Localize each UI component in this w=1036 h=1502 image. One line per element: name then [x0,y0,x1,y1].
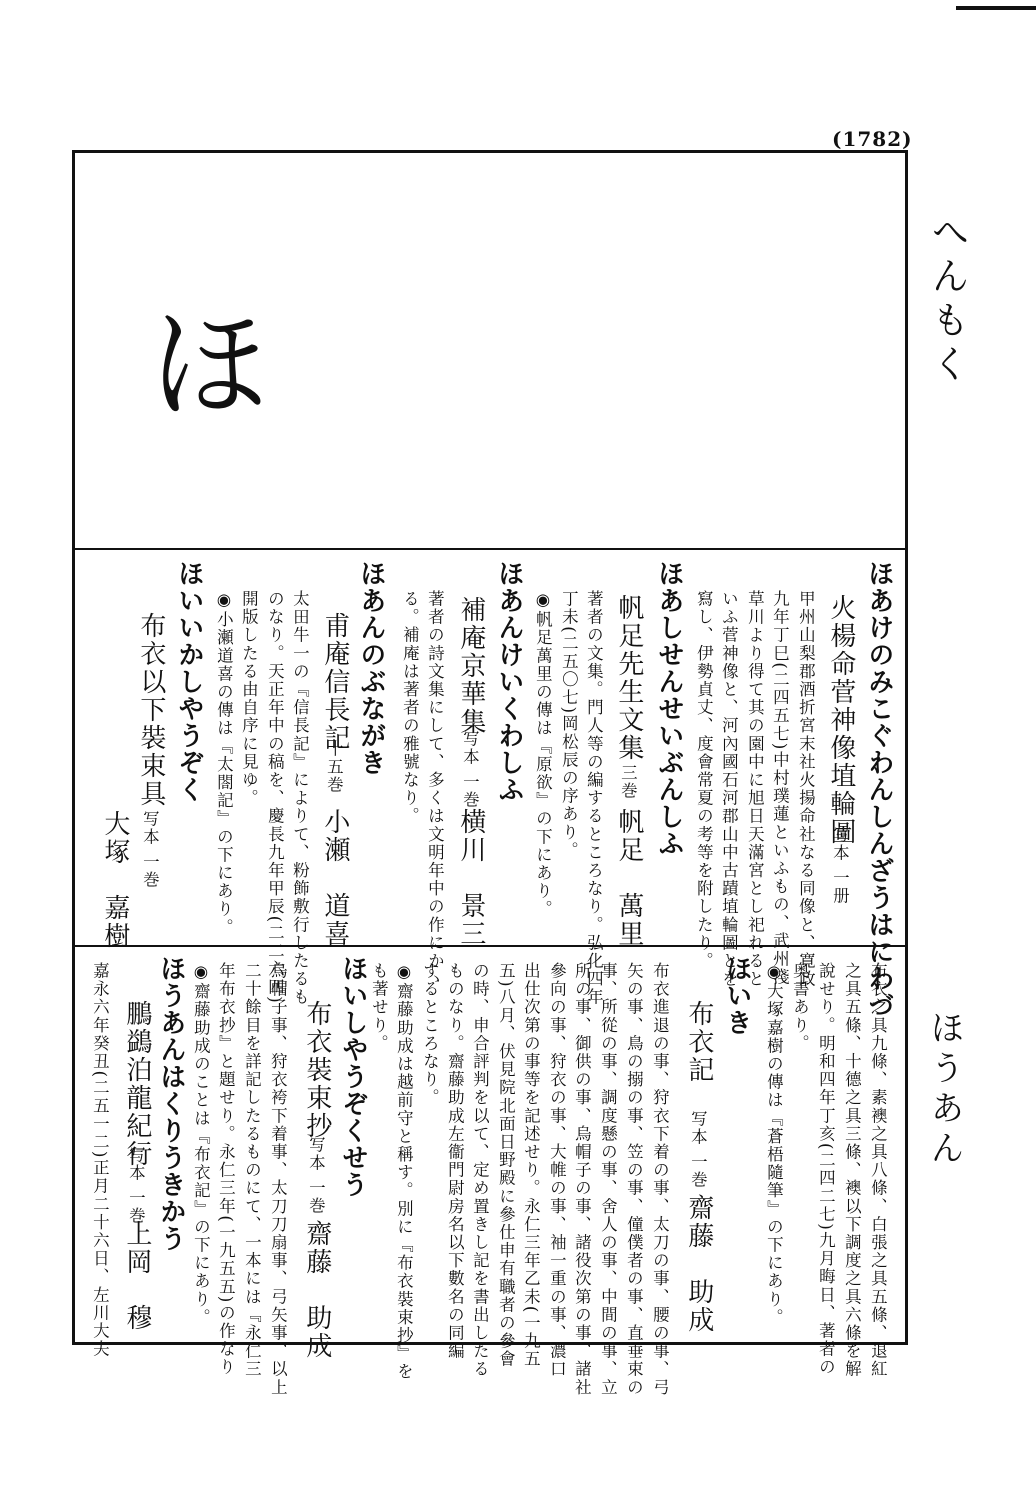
entry-heading-3: ほあんけいくわしふ [493,560,524,803]
entry-body-6-7: 五)八月、伏見院北面日野殿に參仕申有職者の參會 [496,962,516,1369]
entry-heading-2: ほあしせんせいぶんしふ [653,560,684,857]
entry-heading-7: ほいしやうぞくせう [337,955,368,1198]
entry-body-2-2: 丁未(二五〇七)岡松辰の序あり。 [559,590,579,860]
entry-body-6-2: 矢の事、鳥の搦の事、笠の事、僮僕者の事、直垂束の [624,962,644,1397]
entry-author-8: 上岡 穆 [121,1220,152,1332]
entry-author-2: 帆足 萬里 [613,808,644,948]
entry-author-4: 小瀬 道喜 [319,808,350,948]
entry-body-6-9: ものなり。齋藤助成左衞門尉房名以下數名の同編 [445,962,465,1361]
entry-body-4-4: ◉小瀬道喜の傳は『太閤記』の下にあり。 [214,590,234,937]
running-head-bottom: ほうあん [924,1010,964,1170]
entry-body-2-1: 著者の文集。門人等の編するところなり。弘化四年 [584,590,604,1007]
entry-heading-4: ほあんのぶながき [355,560,386,776]
entry-body-5-3: 說せり。明和四年丁亥(二四二七)九月晦日、著者の [816,962,836,1377]
entry-body-3-2: る。補庵は著者の雅號なり。 [400,590,420,826]
entry-body-6-5: 參向の事、狩衣の事、大帷の事、袖一重の事、濃口 [547,962,567,1379]
entry-author-6: 齋藤 助成 [683,1194,714,1334]
entry-body-1-2: 九年丁巳(二四五七)中村璞蓮といふもの、武州淺 [770,590,790,987]
entry-body-5-1: 布衣之具九條、素襖之具八條、白張之具五條、退紅 [868,962,888,1379]
entry-title-6: 布衣記 [683,1000,714,1084]
entry-body-5-2: 之具五條、十德之具三條、襖以下調度之具六條を解 [842,962,862,1379]
entry-body-7-1: 烏帽子事、狩衣袴下着事、太刀刀扇事、弓矢事、以上 [268,962,288,1397]
entry-title-3: 補庵京華集 [455,596,486,736]
entry-title-2: 帆足先生文集 [613,594,644,762]
entry-body-6-4: 所の事、御供の事、烏帽子の事、諸役次第の事、諸社 [572,962,592,1397]
entry-body-4-1: 太田牛一の『信長記』によりて、粉飾敷行したるも [290,590,310,1007]
entry-body-7-2: 二十餘目を詳記したるものにて、一本には『永仁三 [242,962,262,1379]
entry-body-7-4: ◉齋藤助成のことは『布衣記』の下にあり。 [191,962,211,1327]
entry-body-6-10: するところなり。 [420,962,440,1107]
entry-body-1-3: 草川より得て其の園中に旭日天滿宮とし祀れると [745,590,765,989]
section-kana: ほ [150,296,269,434]
entry-count-4: 十五巻 [324,740,344,795]
entry-title-4: 甫庵信長記 [319,612,350,752]
panel-divider-upper [72,548,908,550]
entry-author-5: 大塚 嘉樹 [99,810,130,950]
entry-title-7: 布衣裝束抄 [301,1000,332,1140]
entry-count-8: 写本 一巻 [126,1146,146,1226]
entry-count-2: 三巻 [618,764,638,801]
running-head-top: へんもく [925,212,969,388]
entry-body-6-1: 布衣進退の事、狩衣下着の事、太刀の事、腰の事、弓 [650,962,670,1397]
entry-body-6-11: ◉齋藤助成は越前守と稱す。別に『布衣裝束抄』を [394,962,414,1381]
corner-mark [956,6,1036,10]
entry-body-7-3: 年布衣抄』と題せり。永仁三年(一九五五)の作なり [216,962,236,1377]
entry-body-1-1: 甲州山梨郡酒折宮末社火揚命社なる同像と、寛政 [796,590,816,989]
entry-body-6-12: も著せり。 [369,962,389,1053]
entry-heading-6: ほいき [721,955,752,1036]
entry-body-5-5: ◉大塚嘉樹の傳は『蒼梧隨筆』の下にあり。 [764,962,784,1327]
entry-body-6-3: 事、所從の事、調度懸の事、舍人の事、中間の事、立 [598,962,618,1397]
entry-body-4-2: のなり。天正年中の稿を、慶長九年甲辰(二二六四) [265,590,285,1005]
entry-count-3: 写本 一巻 [460,730,480,810]
entry-body-6-8: の時、申合評判を以て、定め置きし記を書出したる [470,962,490,1379]
entry-title-8: 鵬鷁泊龍紀行 [121,1000,152,1168]
entry-body-4-3: 開版したる由自序に見ゆ。 [239,590,259,808]
entry-body-3-1: 著者の詩文集にして、多くは文明年中の作にかゝ [425,590,445,989]
entry-body-6-6: 出仕次第の事等を記述せり。永仁三年乙未(一九五 [521,962,541,1369]
entry-count-6: 写本 一巻 [688,1110,708,1190]
entry-body-1-5: 寫し、伊勢貞丈、度會常夏の考等を附したり。 [694,590,714,971]
entry-heading-8: ほうあんはくりうきかう [155,955,186,1252]
entry-body-2-3: ◉帆足萬里の傳は『原欲』の下にあり。 [533,590,553,919]
entry-count-1: 写本 一册 [830,826,850,906]
entry-count-7: 写本 一巻 [306,1136,326,1216]
entry-body-1-4: いふ菅神像と、河內國石河郡山中古蹟埴輪圖とを [719,590,739,989]
page-number: (1782) [832,127,913,151]
entry-count-5: 写本 一巻 [140,810,160,890]
entry-heading-1: ほあけのみこぐわんしんざうはにわづ [863,560,894,1019]
entry-author-3: 横川 景三 [455,808,486,948]
entry-body-8-1: 嘉永六年癸丑(二五一二)正月二十六日、左川大夫 [90,962,110,1359]
entry-author-7: 齋藤 助成 [301,1220,332,1360]
entry-title-5: 布衣以下裝束具 [135,612,166,808]
entry-title-1: 火楊命菅神像埴輪圖 [825,594,856,846]
entry-body-5-4: 奥書あり。 [790,962,810,1053]
entry-heading-5: ほいいかしやうぞく [173,560,204,803]
